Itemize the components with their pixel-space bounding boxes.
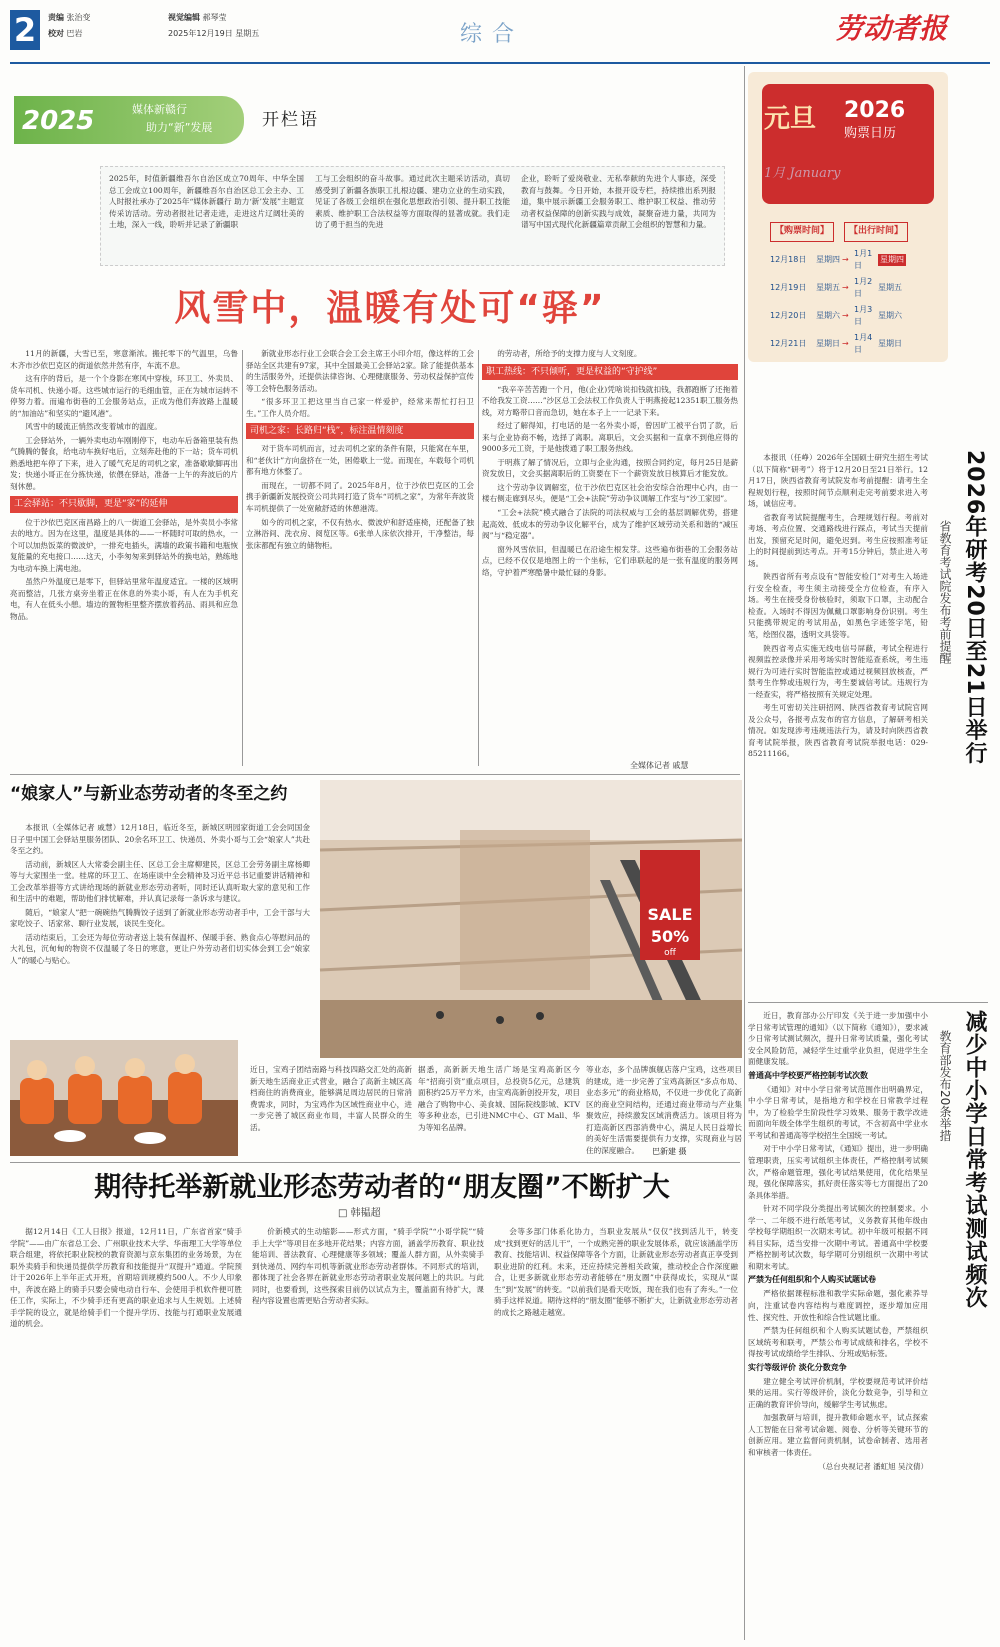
- photo-caption-col3: 等业态，多个品牌旗舰店落户宝鸡，这些项目的建成，进一步完善了宝鸡高新区“多点布局、业态多元”的商业格局，不仅进一步优化了高新区的商业空间结构，还通过商业带动与产业集聚效应，持续激发区域消费活力。该项目将为打造高新区西部消费中心，满足人民日益增长的美好生活需要提供有力支撑，实现商业与居住的深度融合。: [586, 1065, 742, 1155]
- article1-para: “我辛辛苦苦跑一个月，他(企业)凭啥说扣钱就扣钱，我都跑断了还拖着不给我发工资……”沙区总工会法权工作负责人于明燕接起12351职工服务热线，对方略带口音而急切，她在本子上一一记录下来。: [482, 384, 738, 417]
- tests-subhead-3: 实行等级评价 淡化分数竞争: [748, 1362, 847, 1372]
- article1-para: 这有序的背后，是一个个身影在寒风中穿梭，环卫工、外卖员、货车司机、快递小哥。这些城市运行的毛细血管，正在为城市运转不停努力着。而遍布街巷的工会服务站点，正成为他们奔波路上温暖的“加油站”和坚实的“避风港”。: [10, 374, 238, 418]
- article1-para: 工会驿站外，一辆外卖电动车刚刚停下，电动车后备箱里装有热气腾腾的餐食，给电动车换好电后，立刻奔赴他的下一站；货车司机熟悉地把车停了下来，进入了暖气充足的司机之家，准备歇歇脚再出发；快递小哥正在分拣快递，依偎在驿站，准备一上午的奔波后的片刻休憩。: [10, 435, 238, 491]
- tests-para: 严格依据课程标准和教学实际命题，强化素养导向，注重试卷内容结构与难度调控，逐步增加应用性、探究性、开放性和综合性试题比重。: [748, 1289, 928, 1322]
- banner-line2: 助力“新”发展: [146, 121, 213, 134]
- banner-year: 2025: [22, 106, 95, 136]
- editor-name: 张治变: [66, 13, 91, 22]
- article1-para: 窗外风雪依旧，但温暖已在沿途生根发芽。这些遍布街巷的工会服务站点，已经不仅仅是地图上的一个坐标，它们串联起的是一张有温度的服务网络，守护着严寒酷暑中最忙碌的身影。: [482, 544, 738, 577]
- intro-col3: 企业，聆听了爱岗敬业、无私奉献的先进个人事迹，深受教育与鼓舞。今日开始，本报开设专栏，持续推出系列报道，集中展示新疆工会服务职工、维护职工权益、推动劳动者权益保障的创新实践与成效，凝聚奋进力量，共同为谱写中国式现代化新疆篇章贡献工会组织的智慧和力量。: [521, 174, 716, 230]
- buy-weekday: 星期日: [816, 338, 840, 348]
- arrow-right-icon: →: [842, 338, 849, 348]
- sale-sign-off: off: [664, 948, 676, 958]
- mall-photo: [320, 780, 742, 1058]
- tests-para: 建立健全考试评价机制，学校要规范考试评价结果的运用。实行等级评价，淡化分数竞争，引导和立正确的教育评价导向，缓解学生考试焦虑。: [748, 1376, 928, 1409]
- article2-para: 会等多部门体系化协力，当职业发展从“仅仅”找到活儿干，转变成“找到更好的活儿干”，一个成熟完善的职业发展体系，就应该涵盖学历教育、技能培训、权益保障等各个方面，让新就业形态劳动者真正享受到职业进阶的红利。未来，还应持续完善相关政策，推动校企合作深度融合，让更多新就业形态劳动者能够在“朋友圈”中获得成长，实现从“谋生”到“发展”的转变。“以前我们是看天吃饭，现在我们也有了奔头。”一位骑手这样说道。期待这样的“朋友圈”能够不断扩大，让新就业形态劳动者的成长之路越走越宽。: [494, 1227, 738, 1317]
- photo-byline: 巴新建 摄: [652, 1147, 687, 1156]
- travel-date: 1月3日: [854, 304, 873, 326]
- travel-weekday: 星期五: [878, 282, 902, 292]
- article1-col3: [482, 348, 738, 768]
- tests-byline: （总台央视记者 潘虹旭 吴汶倩）: [818, 1461, 928, 1471]
- calendar-row: [770, 276, 930, 300]
- section-rule: [10, 1162, 740, 1163]
- photo-illustration: [10, 1040, 238, 1156]
- article1-para: 的劳动者，所给予的支撑力度与人文刻度。: [497, 349, 642, 358]
- article1-para: “很多环卫工把这里当自己家一样爱护，经常来帮忙打扫卫生。”工作人员介绍。: [246, 397, 474, 418]
- exam-para: 陕西省所有考点设有“智能安检门”对考生入场进行安全检查，考生须主动接受全方位检查，有序入场。考生在接受身份核验时，须取下口罩，主动配合检查。入场时不得因为佩戴口罩影响身份识别。考生只能携带规定的考试用品，如黑色字迹签字笔，铅笔，绘图仪器，透明文具袋等。: [748, 572, 928, 639]
- kinfolk-headline: “娘家人”与新业态劳动者的冬至之约: [10, 784, 288, 804]
- travel-weekday: 星期四: [880, 254, 904, 264]
- article1-para: 于明燕了解了情况后，立即与企业沟通，按照合同约定，每月25日是薪资发放日，文会买据离职后的工资要在下一个薪资发放日核算后才能发放。: [482, 457, 738, 479]
- ticket-calendar-graphic: [748, 72, 948, 362]
- buy-date: 12月20日: [770, 310, 807, 320]
- sale-sign-text: SALE: [647, 905, 693, 924]
- buy-time-header: 【购票时间】: [770, 222, 834, 242]
- tests-para: 《通知》对中小学日常考试范围作出明确界定，中小学日常考试，是指地方和学校在日常教学过程中，为了检验学生阶段性学习效果、服务于教学改进而面向年级全体学生组织的考试，不含初高中学业水平考试和普通高等学校招生全国统一考试。: [748, 1084, 928, 1140]
- article1-para: 风雪中的暖流正悄然改变着城市的温度。: [25, 422, 162, 432]
- buy-weekday: 星期六: [816, 310, 840, 320]
- exam-para: 考生可密切关注研招网、陕西省教育考试院官网及公众号，各报考点发布的官方信息，了解研考相关情况。如发现涉考违规违法行为，请及时向陕西省教育考试院举报，陕西省教育考试院举报电话：029-85211166。: [748, 703, 928, 759]
- buy-date: 12月18日: [770, 254, 807, 264]
- intro-col1: 2025年，时值新疆维吾尔自治区成立70周年、中华全国总工会成立100周年，新疆维吾尔自治区总工会主办、工人时报社承办了2025年“媒体新疆行 助力‘新’发展”主题宣传采访活动。劳动者报社记者走进，走进这片辽阔壮美的土地，深入一线，聆听并记录了新疆职: [109, 174, 304, 230]
- calendar-table-header: [770, 222, 930, 242]
- kinfolk-para: 活动结束后，工会还为每位劳动者送上装有保温杯、保暖手套、熟食点心等慰问品的大礼包，沉甸甸的物资不仅温暖了冬日的寒意，更让户外劳动者们切实体会到工会“娘家人”的暖心与贴心。: [10, 932, 310, 965]
- exam-para: 本报讯（任峥）2026年全国硕士研究生招生考试（以下简称“研考”）将于12月20日至21日举行。12月17日，陕西省教育考试院发布考前提醒：请考生全程规划行程，按照时间节点顺利走完考前要求进入考场，诚信应考。: [748, 453, 928, 509]
- column-banner: [14, 96, 244, 144]
- article1-col1: [10, 348, 238, 768]
- intro-col2: 工与工会组织的奋斗故事。通过此次主题采访活动，真切感受到了新疆各族职工扎根边疆、建功立业的生动实践，见证了各级工会组织在强化思想政治引领、提升职工技能素质、维护职工合法权益等方面取得的显著成就。我们走访了勇于担当的先进: [315, 174, 510, 230]
- exam-para: 陕西省考点实施无线电信号屏蔽，考试全程进行视频监控录像并采用考场实时智能巡查系统，考生违规行为可进行实时智能监控或通过视频回放核查，严禁考生作弊或违规行为，考生要诚信考试。违规行为一经查实，将严格按照有关规定处理。: [748, 643, 928, 699]
- column-intro-box: [100, 166, 725, 266]
- exam-subhead: 省教育考试院发布考前提醒: [938, 520, 952, 664]
- column-rule: [478, 350, 479, 766]
- article2-byline: □ 韩韫超: [338, 1208, 381, 1219]
- visual-label: 视觉编辑: [168, 13, 200, 22]
- exam-para: 省教育考试院提醒考生，合理规划行程。考前对考场、考点位置、交通路线进行踩点，考试当天提前出发，预留充足时间，避免迟到。考生应按照准考证上的时间提前到达考点。开考15分钟后，禁止进入考场。: [748, 512, 928, 568]
- article1-subhead-2: 司机之家：长路归“栈”，标注温情刻度: [246, 423, 474, 439]
- arrow-right-icon: →: [842, 310, 849, 320]
- article1-col2: [246, 348, 474, 768]
- article2-para: 价新模式的生动缩影——形式方面，“骑手学院”“小哥学院”“骑手上大学”等项目在多地开花结果；内容方面，涵盖学历教育、职业技能培训、普法教育、心理健康等多领域；覆盖人群方面，从外卖骑手到快递员、网约车司机等新就业形态劳动者群体。不同形式的培训，都体现了社会各界在新就业形态劳动者职业发展问题上的共识。与此同时，也要看到，这些探索目前仍以试点为主，覆盖面有待扩大，课程内容设置也需更贴合劳动者实际。: [252, 1227, 484, 1306]
- calendar-row: [770, 304, 930, 328]
- calendar-table: [770, 222, 930, 360]
- newspaper-logo: 劳动者报: [835, 12, 948, 45]
- article1-subhead-1: 工会驿站：不只歇脚，更是“家”的延伸: [10, 496, 238, 512]
- article1-para: 而现在，一切都不同了。2025年8月，位于沙依巴克区的工会携手新疆新发展投资公司共同打造了货车“司机之家”，为常年奔波货车司机提供了一处宽敞舒适的休憩港湾。: [246, 480, 474, 513]
- visual-name: 郝琴莹: [202, 13, 227, 22]
- calendar-row: [770, 332, 930, 356]
- exam-body: [748, 452, 928, 998]
- calendar-row: [770, 248, 930, 272]
- tests-para: 近日，教育部办公厅印发《关于进一步加强中小学日常考试管理的通知》（以下简称《通知》），要求减少日常考试测试频次，提升日常考试质量，强化考试安全风险防范，减轻学生过重学业负担，促进学生全面健康发展。: [748, 1011, 928, 1067]
- photo-caption-col2: 据悉，高新新天地生活广场是宝鸡高新区今年“招商引资”重点项目，总投资5亿元，总建筑面积约25万平方米，由宝鸡高新创投开发，项目融合了购物中心、美食城、国际院线影城、KTV等多种业态，已引进NMC中心、GT Mall、华为等知名品牌。: [418, 1065, 580, 1132]
- travel-weekday: 星期六: [878, 310, 902, 320]
- issue-date: 2025年12月19日 星期五: [168, 29, 260, 38]
- article1-para: 虽然户外温度已是零下，但驿站里常年温度适宜。一楼的区域明亮而整洁，几张方桌旁坐着正在休息的外卖小哥，有人在为手机充电，有人在低头小憩。墙边的置物柜里整齐摆放着药品、雨具和应急物品。: [10, 577, 238, 621]
- calendar-month: 1月 January: [764, 166, 841, 181]
- editor-label: 责编: [48, 13, 64, 22]
- buy-date: 12月21日: [770, 338, 807, 348]
- article1-para: 经过了解得知，打电话的是一名外卖小哥，曾因旷工被平台罚了款，后来与企业协商不畅，选择了离职。离职后，文会买据和一直拿不到他应得的9000多元工资，于是他拨通了职工服务热线。: [482, 421, 738, 454]
- travel-date: 1月1日: [854, 248, 873, 270]
- proof-label: 校对: [48, 29, 64, 38]
- editor-line: [48, 12, 91, 24]
- column-rule: [242, 350, 243, 766]
- proof-line: [48, 28, 83, 40]
- article2-para: 据12月14日《工人日报》报道，12月11日，广东省首家“骑手学院”——由广东省总工会、广州职业技术大学、华南理工大学等单位联合组建，将依托职业院校的教育资源与京东集团的业务场景，为在职外卖骑手和快递员提供学历教育和技能提升“双提升”通道。学院预计于2026年上半年正式开班，首期培训规模约500人。不少人印象中，奔波在路上的骑手只要会骑电动自行车、会使用手机软件便可胜任工作，实际上，不少骑手还有更高的职业追求与人生规划。上述骑手学院的设立，就是给骑手们一个提升学历、技能与打通职业发展通道的机会。: [10, 1227, 242, 1329]
- article2-col1: [10, 1226, 242, 1638]
- travel-date: 1月4日: [854, 332, 873, 354]
- article1-para: 对于货车司机而言，过去司机之家的条件有限，只能窝在车里，和“老伙计”方向盘挤在一处，困倦歇上一觉。而现在，车载每个司机都有地方休整了。: [246, 444, 474, 477]
- buy-weekday: 星期四: [816, 254, 840, 264]
- kinfolk-body: [10, 822, 310, 1034]
- tests-para: 针对不同学段分类提出考试频次的控制要求。小学一、二年级不进行纸笔考试，义务教育其他年级由学校每学期组织一次期末考试。初中年级可根据不同科目实际，适当安排一次期中考试。普通高中学校要严格控制考试次数，每学期可分别组织一次期中考试和期末考试。: [748, 1204, 928, 1271]
- tests-body: [748, 1010, 928, 1638]
- section-rule: [10, 774, 740, 775]
- article1-para: 如今的司机之家，不仅有热水、微波炉和舒适座椅，还配备了独立淋浴间、洗衣房、阅览区等。6张单人床依次排开，干净整洁，每张床都配有独立的储物柜。: [246, 517, 474, 550]
- page-number: 2: [10, 10, 40, 50]
- travel-time-header: 【出行时间】: [844, 222, 908, 242]
- article1-para: 11月的新疆，大雪已至，寒意渐浓。搬托零下的气温里，乌鲁木齐市沙依巴克区的街道依然井然有序，车流不息。: [10, 349, 238, 370]
- buy-weekday: 星期五: [816, 282, 840, 292]
- arrow-right-icon: →: [842, 254, 849, 264]
- tests-para: 对于中小学日常考试，《通知》提出，进一步明确管理职责，压实考试组织主体责任，严格控制考试频次，严格命题管理，强化考试结果使用，优化结果呈现，强化保障落实，抓好责任落实等七方面提出了20条具体举措。: [748, 1144, 928, 1200]
- article1-subhead-3: 职工热线：不只倾听，更是权益的“守护线”: [482, 364, 738, 380]
- buy-date: 12月19日: [770, 282, 807, 292]
- tests-para: 加强教研与培训，提升教师命题水平，试点探索人工智能在日常考试命题、阅卷、分析等关键环节的创新应用。建立监督问责机制，试卷命制者、选用者和审核者一体责任。: [748, 1413, 928, 1457]
- kinfolk-para: 活动前，新城区人大常委会副主任、区总工会主席柳建民，区总工会劳务副主席杨卿等与大家围坐一堂。桂席的环卫工、在场座谈中全会精神及习近平总书记重要讲话精神和工会改革举措等方式讲给现场的新就业形态劳动者听，同时还认真听取大家的意见和工作和生活中的难题，帮助他们排忧解难，并认真记录每一条诉求与建议。: [10, 859, 310, 904]
- article1-para: 这个劳动争议调解室，位于沙依巴克区社会治安综合治理中心内，由一楼右侧走廊到尽头，便是“工会+法院”劳动争议调解工作室与“沙工家园”。: [482, 482, 738, 504]
- article2-col3: [494, 1226, 738, 1638]
- photo-caption-col1: 近日，宝鸡子团结南路与科技四路交汇处的高新新天地生活商业正式营业，融合了高新主城区高档商住的消费商业，能够满足周边居民的日常消费需求，同时，为宝鸡作为区域性商业中心，进一步完善了城区商业布局，丰富人民群众的生活。: [250, 1065, 412, 1132]
- article1-headline: 风雪中，温暖有处可“驿”: [174, 288, 606, 329]
- article1-para: 位于沙依巴克区南昌路上的八一街道工会驿站，是外卖员小李常去的地方。因为在这里，温度是具体的——一杯随时可取的热水，一个可以加热饭菜的微波炉，一排充电插头，满墙的政策书籍和电瓶恢复能量的充电接口……这天，小李匆匆来到驿站外的换电站，熟练地为电动车换上满电池。: [10, 517, 238, 573]
- tests-subhead: 教育部发布20条举措: [938, 1030, 952, 1142]
- tests-subhead-1: 普通高中学校要严格控制考试次数: [748, 1070, 868, 1080]
- calendar-year: 2026: [844, 98, 906, 123]
- calendar-title: 元旦: [764, 104, 817, 134]
- tests-subhead-2: 严禁为任何组织和个人购买试题试卷: [748, 1275, 876, 1285]
- article1-para: 新就业形态行业工会联合会工会主席王小印介绍，像这样的工会驿站全区共建有97家，其中全国最美工会驿站2家。除了能提供基本的生活服务外，还提供法律咨询、心理健康服务、劳动权益保护宣传等工会特色服务活动。: [246, 349, 474, 393]
- exam-headline: 2026年研考20日至21日举行: [962, 450, 987, 765]
- proof-name: 巴岩: [66, 29, 83, 38]
- travel-weekday: 星期日: [878, 338, 902, 348]
- visual-editor-line: [168, 12, 227, 24]
- section-title: 综合: [460, 22, 525, 47]
- article1-byline: 全媒体记者 戚慧: [630, 761, 689, 770]
- travel-date: 1月2日: [854, 276, 873, 298]
- article2-col2: [252, 1226, 484, 1638]
- article1-para: “工会+法院”模式融合了法院的司法权威与工会的基层调解优势，搭建起高效、低成本的劳动争议化解平台，成为了维护区域劳动关系和谐的“减压阀”与“稳定器”。: [482, 507, 738, 541]
- kinfolk-para: 本报讯（全媒体记者 戚慧）12月18日，临近冬至，新城区明园家街道工会会同国金日子里中国工会驿站里服务团队、20余名环卫工、快递员、外卖小哥与工会“娘家人”共赴冬至之约。: [10, 823, 310, 856]
- arrow-right-icon: →: [842, 282, 849, 292]
- section-rule: [748, 1002, 988, 1003]
- photo-illustration: [320, 780, 742, 1058]
- article2-headline: 期待托举新就业形态劳动者的“朋友圈”不断扩大: [94, 1172, 670, 1203]
- tests-para: 严禁为任何组织和个人购买试题试卷，严禁组织区域统考和联考，严禁公布考试成绩和排名，学校不得按考试成绩给学生排队、分班或贴标签。: [748, 1326, 928, 1359]
- kinfolk-para: 随后，“娘家人”把一碗碗热气腾腾饺子送到了新就业形态劳动者手中，工会干部与大家吃饺子、话家常、聊行业发展，谈民生变化。: [10, 907, 310, 929]
- column-rule: [744, 66, 745, 1640]
- banner-line1: 媒体新赣行: [132, 103, 187, 116]
- sale-sign-percent: 50%: [650, 927, 690, 946]
- column-intro-label: 开栏语: [262, 110, 319, 130]
- calendar-subtitle: 购票日历: [844, 126, 897, 141]
- header-divider: [10, 62, 990, 64]
- dumplings-photo: [10, 1040, 238, 1156]
- tests-headline: 减少中小学日常考试测试频次: [962, 1010, 987, 1309]
